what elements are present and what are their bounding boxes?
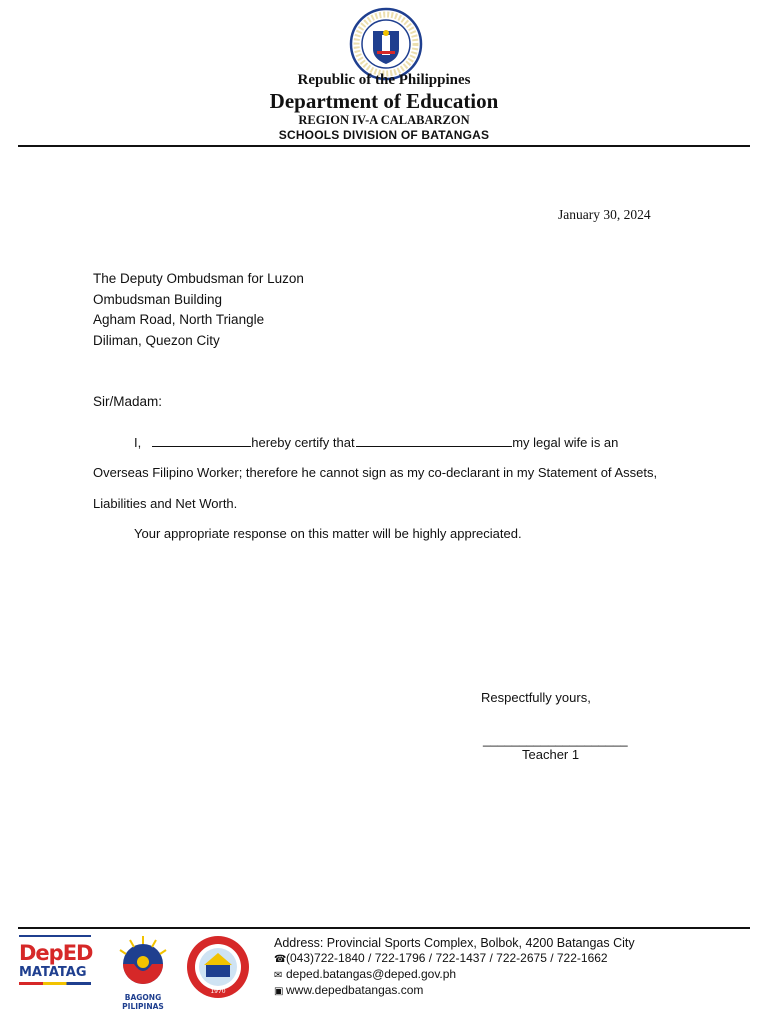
- spouse-name-blank[interactable]: [356, 434, 512, 447]
- letter-date: January 30, 2024: [558, 207, 651, 222]
- phone-row: [274, 951, 635, 967]
- footer-email[interactable]: deped.batangas@deped.gov.ph: [286, 967, 457, 981]
- header-divider: [18, 145, 750, 147]
- certify-text: hereby certify that: [251, 435, 355, 450]
- signatory-title: Teacher 1: [522, 747, 580, 762]
- footer-address: Address: Provincial Sports Complex, Bolbok, 4200 Batangas City: [274, 936, 635, 950]
- recipient-line: The Deputy Ombudsman for Luzon: [93, 271, 304, 286]
- pronoun-i: I,: [134, 435, 142, 450]
- name-blank[interactable]: [152, 434, 251, 447]
- republic-heading: Republic of the Philippines: [297, 72, 471, 88]
- signature-line: ____________________: [483, 732, 628, 747]
- deped-matatag-logo: [19, 935, 94, 1001]
- bagong-pilipinas-label: BAGONG PILIPINAS: [122, 993, 164, 1011]
- paragraph-1-line-2: Overseas Filipino Worker; therefore he cannot sign as my co-declarant in my Statement of Assets,: [93, 465, 658, 480]
- deped-wordmark: DepED: [19, 941, 93, 965]
- salutation: Sir/Madam:: [93, 394, 163, 409]
- email-row: [274, 967, 635, 983]
- paragraph-1-line-3: Liabilities and Net Worth.: [93, 496, 238, 511]
- matatag-wordmark: MATATAG: [19, 965, 87, 980]
- department-heading: Department of Education: [269, 89, 499, 113]
- contact-block: [274, 936, 635, 999]
- footer-website[interactable]: www.depedbatangas.com: [286, 983, 424, 997]
- recipient-line: Diliman, Quezon City: [93, 333, 220, 348]
- recipient-line: Ombudsman Building: [93, 292, 223, 307]
- legal-wife-text: my legal wife is an: [512, 435, 619, 450]
- computer-icon: ▣: [274, 986, 284, 997]
- paragraph-2: Your appropriate response on this matter will be highly appreciated.: [134, 526, 522, 541]
- phone-icon: ☎: [274, 954, 287, 965]
- email-icon: ✉: [274, 970, 283, 981]
- region-heading: REGION IV-A CALABARZON: [298, 113, 470, 127]
- recipient-line: Agham Road, North Triangle: [93, 312, 265, 327]
- division-seal-year: 1970: [210, 988, 226, 995]
- batangas-division-seal: [186, 935, 250, 999]
- footer-phone: (043)722-1840 / 722-1796 / 722-1437 / 722-2675 / 722-1662: [286, 951, 608, 965]
- website-row: [274, 983, 635, 999]
- division-heading: SCHOOLS DIVISION OF BATANGAS: [278, 128, 490, 142]
- deped-seal-logo: [349, 7, 423, 81]
- paragraph-1-line-1: [134, 434, 618, 450]
- bagong-pilipinas-logo: [108, 934, 178, 1011]
- closing: Respectfully yours,: [481, 690, 591, 705]
- footer-divider: [18, 927, 750, 929]
- bagong-pilipinas-emblem: [112, 934, 174, 986]
